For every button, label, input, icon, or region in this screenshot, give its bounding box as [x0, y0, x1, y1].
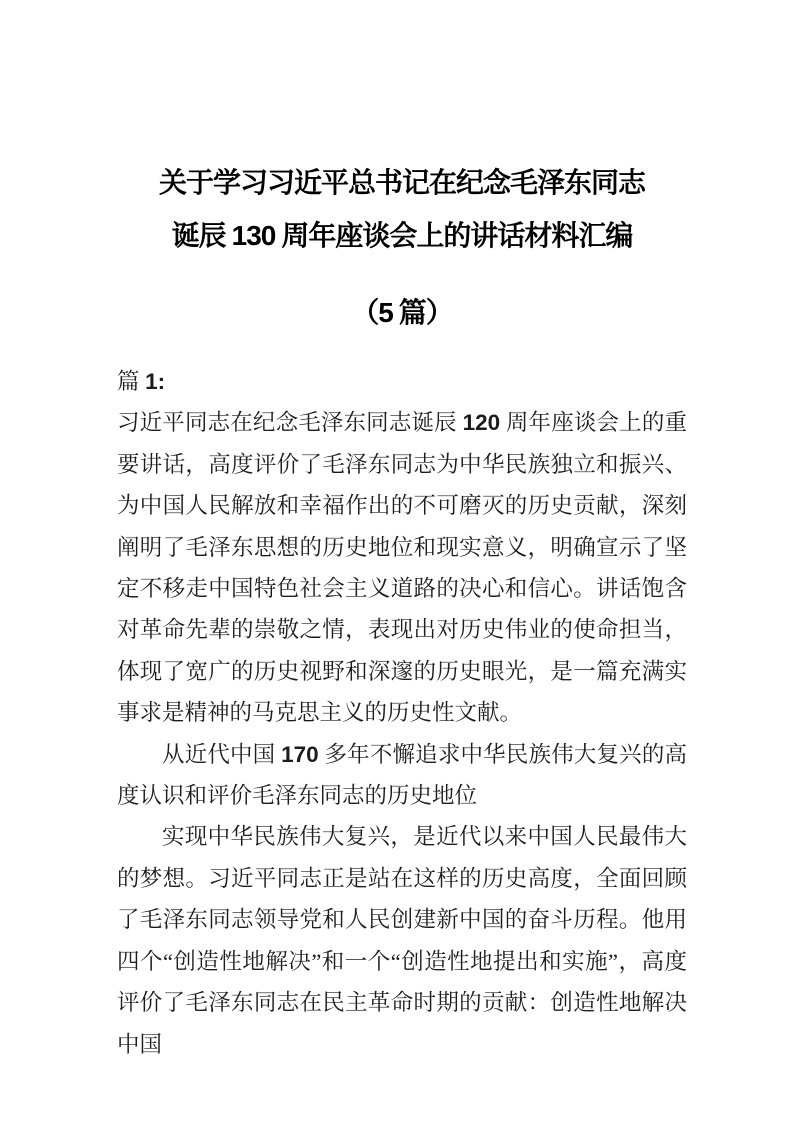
title-line-1: 关于学习习近平总书记在纪念毛泽东同志: [158, 168, 645, 199]
document-body: [117, 361, 687, 1065]
document-subtitle: （5 篇）: [351, 297, 453, 329]
numeral: 5: [378, 297, 393, 328]
numeral: 170: [281, 741, 319, 767]
numeral: 120: [462, 410, 501, 436]
numeral: 1:: [145, 369, 166, 394]
paragraph-4: 实现中华民族伟大复兴，是近代以来中国人民最伟大的梦想。习近平同志正是站在这样的历史高度，全面回顾了毛泽东同志领导党和人民创建新中国的奋斗历程。他用四个“创造性地解决”和一个“创造性地提出和实施”，高度评价了毛泽东同志在民主革命时期的贡献：创造性地解决中国: [117, 824, 687, 1057]
paragraph-2: 习近平同志在纪念毛泽东同志诞辰 120 周年座谈会上的重要讲话，高度评价了毛泽东同志为中华民族独立和振兴、为中国人民解放和幸福作出的不可磨灭的历史贡献，深刻阐明了毛泽东思想的历史地位和现实意义，明确宣示了坚定不移走中国特色社会主义道路的决心和信心。讲话饱含对革命先辈的崇敬之情，表现出对历史伟业的使命担当，体现了宽广的历史视野和深邃的历史眼光，是一篇充满实事求是精神的马克思主义的历史性文献。: [117, 410, 687, 726]
paragraph-3: 从近代中国 170 多年不懈追求中华民族伟大复兴的高度认识和评价毛泽东同志的历史地位: [117, 741, 687, 809]
document-title: [117, 158, 687, 340]
numeral: 130: [231, 220, 276, 251]
paragraph-1: 篇 1:: [117, 369, 166, 394]
title-line-2: 诞辰 130 周年座谈会上的讲话材料汇编: [171, 220, 633, 252]
